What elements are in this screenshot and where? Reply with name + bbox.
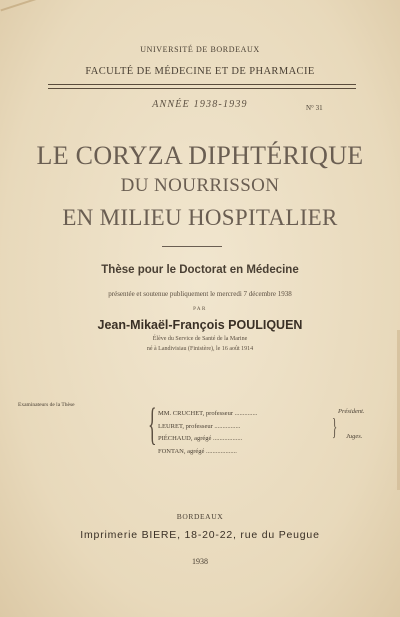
jury-role-president: Président. — [338, 408, 365, 415]
jury-member: LEURET, professeur ................ — [158, 422, 241, 430]
paper-stain — [0, 0, 51, 38]
left-brace: { — [148, 399, 157, 449]
title-line-3: EN MILIEU HOSPITALIER — [62, 205, 338, 230]
author-status: Élève du Service de Santé de la Marine — [152, 336, 248, 342]
title-line-2: DU NOURRISSON — [120, 175, 280, 196]
examiners-label: Examinateurs de la Thèse — [18, 402, 75, 408]
author-name: Jean-Mikaël-François POULIQUEN — [97, 318, 303, 332]
presentation-line: présentée et soutenue publiquement le mercredi 7 décembre 1938 — [108, 290, 292, 298]
by-label: PAR — [193, 307, 207, 312]
jury-role-judges: Juges. — [346, 433, 363, 440]
faculty-name: FACULTÉ DE MÉDECINE ET DE PHARMACIE — [85, 66, 315, 77]
publication-year: 1938 — [192, 557, 208, 566]
title-rule — [162, 246, 222, 247]
title-line-1: LE CORYZA DIPHTÉRIQUE — [36, 141, 364, 170]
printer-line: Imprimerie BIERE, 18-20-22, rue du Peugue — [80, 529, 320, 541]
thesis-number: N° 31 — [306, 104, 323, 112]
jury-member: FONTAN, agrégé ................... — [158, 447, 237, 455]
publication-city: BORDEAUX — [176, 512, 224, 521]
thesis-heading: Thèse pour le Doctorat en Médecine — [101, 264, 299, 276]
author-birth: né à Landivisiau (Finistère), le 16 août 1914 — [146, 346, 254, 352]
jury-member: PIÉCHAUD, agrégé .................. — [158, 435, 243, 442]
jury-member: MM. CRUCHET, professeur .............. — [158, 410, 258, 417]
right-brace: } — [332, 415, 338, 441]
jury-list — [158, 408, 257, 458]
academic-year: ANNÉE 1938-1939 — [152, 99, 248, 110]
university-name: UNIVERSITÉ DE BORDEAUX — [140, 45, 260, 54]
header-double-rule — [48, 84, 356, 89]
